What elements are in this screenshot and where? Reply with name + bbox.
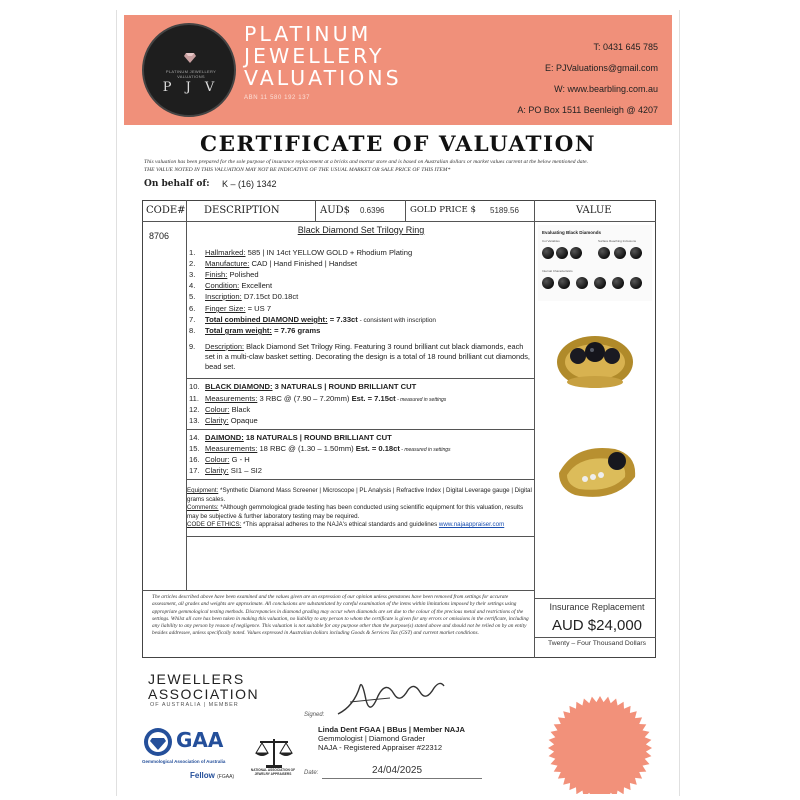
line-black-diamond bbox=[189, 382, 416, 392]
comments-line bbox=[187, 504, 534, 521]
ethics-key: CODE OF ETHICS: bbox=[187, 521, 242, 529]
line-number: 4. bbox=[189, 281, 196, 290]
line-manufacture bbox=[189, 259, 357, 269]
line-number: 6. bbox=[189, 304, 196, 313]
line-value: 18 RBC @ (1.30 – 1.50mm) bbox=[257, 444, 356, 453]
line-key: BLACK DIAMOND: bbox=[205, 382, 273, 391]
value-box-mid bbox=[534, 637, 656, 638]
header-divider bbox=[142, 221, 656, 222]
line-value: Black bbox=[229, 405, 251, 414]
ja-line-1: JEWELLERS bbox=[148, 671, 245, 687]
ethics-line bbox=[187, 521, 534, 530]
abn-number: ABN 11 580 192 137 bbox=[244, 95, 311, 101]
insurance-label: Insurance Replacement bbox=[549, 602, 645, 612]
line-value: 18 NATURALS | ROUND BRILLIANT CUT bbox=[243, 433, 392, 442]
embossed-seal bbox=[536, 690, 664, 794]
aud-divider bbox=[315, 200, 316, 221]
diamond-sample-icon bbox=[630, 277, 642, 289]
appraiser-title: Gemmologist | Diamond Grader bbox=[318, 734, 426, 743]
line-key: Clarity: bbox=[205, 416, 229, 425]
line-condition bbox=[189, 281, 272, 291]
signed-label: Signed: bbox=[304, 712, 325, 718]
ring-photo-front bbox=[552, 320, 638, 400]
disclaimer-line-1: This valuation has been prepared for the sole purpose of insurance replacement at a bricks and mortar store and is based on Australian dollars or market values current at the below mentioned date. bbox=[144, 159, 588, 165]
fine-print-divider bbox=[142, 590, 534, 591]
appraiser-registration: NAJA - Registered Appraiser #22312 bbox=[318, 743, 443, 752]
line-number: 17. bbox=[189, 466, 200, 475]
line-clarity-black bbox=[189, 416, 258, 426]
line-number: 12. bbox=[189, 405, 200, 414]
row-divider-4 bbox=[186, 536, 534, 537]
naja-link[interactable]: www.najaappraiser.com bbox=[438, 521, 505, 529]
diamond-sample-icon bbox=[556, 247, 568, 259]
ja-line-2: ASSOCIATION bbox=[148, 686, 260, 702]
diamond-sample-icon bbox=[612, 277, 624, 289]
chart-subtitle-surface: Surface Reaching Inclusions bbox=[598, 239, 637, 243]
code-col-divider bbox=[186, 200, 187, 590]
line-key: Total combined DIAMOND weight: bbox=[205, 315, 328, 324]
diamond-sample-icon bbox=[542, 277, 554, 289]
line-note: - measured in settings bbox=[399, 447, 451, 453]
diamond-sample-icon bbox=[598, 247, 610, 259]
line-value: SI1 – SI2 bbox=[228, 466, 262, 475]
address: A: PO Box 1511 Beenleigh @ 4207 bbox=[517, 105, 658, 115]
diamond-sample-icon bbox=[594, 277, 606, 289]
ring-photo-side bbox=[555, 433, 641, 513]
line-number: 9. bbox=[189, 342, 196, 351]
line-description bbox=[189, 342, 533, 372]
line-value: Excellent bbox=[239, 281, 273, 290]
line-number: 16. bbox=[189, 455, 200, 464]
black-diamond-chart bbox=[538, 225, 652, 301]
line-key: Hallmarked: bbox=[205, 248, 246, 257]
line-measurements-black bbox=[189, 394, 446, 405]
value-header: VALUE bbox=[576, 205, 612, 216]
seal-starburst bbox=[548, 696, 652, 794]
value-box-top bbox=[534, 598, 656, 599]
row-divider-2 bbox=[186, 429, 534, 430]
brand-line-3: VALUATIONS bbox=[244, 66, 402, 90]
chart-title: Evaluating Black Diamonds bbox=[542, 230, 602, 235]
line-key: Inscription: bbox=[205, 292, 242, 301]
disclaimer bbox=[144, 158, 662, 174]
ethics-value: *This appraisal adheres to the NAJA's ethical standards and guidelines bbox=[241, 521, 439, 529]
chart-subtitle-cut: Cut Variables bbox=[542, 239, 560, 243]
item-title: Black Diamond Set Trilogy Ring bbox=[297, 225, 425, 235]
line-value: Polished bbox=[227, 270, 259, 279]
logo-letters: P J V bbox=[162, 80, 220, 95]
brand-line-1: PLATINUM bbox=[244, 22, 372, 46]
line-key: Colour: bbox=[205, 405, 230, 414]
fellow-label: Fellow bbox=[190, 771, 215, 780]
fellow-designation bbox=[190, 771, 234, 780]
date-value: 24/04/2025 bbox=[372, 765, 423, 776]
line-finger-size bbox=[189, 304, 271, 314]
on-behalf-value: K – (16) 1342 bbox=[222, 179, 277, 189]
line-bold-value: Est. = 0.18ct bbox=[355, 444, 400, 453]
pjv-logo bbox=[142, 23, 236, 117]
aud-value: 0.6396 bbox=[360, 206, 385, 215]
item-code: 8706 bbox=[149, 231, 170, 241]
brand-line-2: JEWELLERY bbox=[244, 44, 385, 68]
diamond-sample-icon bbox=[542, 247, 554, 259]
gold-price-value: 5189.56 bbox=[490, 206, 519, 215]
line-note: - measured in settings bbox=[395, 397, 447, 403]
line-diamond-weight bbox=[189, 315, 436, 326]
insurance-value-words: Twenty – Four Thousand Dollars bbox=[547, 640, 647, 647]
line-key: Clarity: bbox=[205, 466, 229, 475]
gold-price-label: GOLD PRICE $ bbox=[410, 205, 476, 215]
line-number: 7. bbox=[189, 315, 196, 324]
line-number: 2. bbox=[189, 259, 196, 268]
appraiser-block bbox=[318, 725, 465, 752]
phone: T: 0431 645 785 bbox=[593, 42, 658, 52]
line-number: 15. bbox=[189, 444, 200, 453]
naja-label: NATIONAL ASSOCIATION OF JEWELRY APPRAISERS bbox=[250, 768, 296, 776]
line-key: Measurements: bbox=[205, 394, 258, 403]
line-key: Total gram weight: bbox=[205, 326, 272, 335]
line-key: Colour: bbox=[205, 455, 230, 464]
line-value: 3 RBC @ (7.90 – 7.20mm) bbox=[257, 394, 352, 403]
fellow-suffix: (FGAA) bbox=[217, 774, 235, 780]
line-value: - consistent with inscription bbox=[357, 317, 436, 324]
line-key: Condition: bbox=[205, 281, 240, 290]
line-key: Description: bbox=[205, 342, 245, 351]
legal-fine-print: The articles described above have been examined and the values given are an expression of our opinion unless gemstones have been removed from settings for accurate assessment, all grades and weights are approximate. All conclusions are substantiated by careful examination of the items within limitations imposed by their settings using appropriate gemmological testing methods. Discrepancies in diamond grading may occur when diamonds are set due to the colour of the precious metal and restrictions of the settings. Whilst all care has been taken in making this valuation, no liability to any person to whom the certificate is given for any errors or omissions in the certificate, including any liability to any person by reason of negligence. This valuation is not suitable for any purpose other than the purpose(s) stated above and should not be relied on by an entity besides addressee, unless specifically noted. Values expressed in Australian dollars including Goods & Services Tax (GST) and current market conditions. bbox=[152, 594, 529, 637]
line-number: 14. bbox=[189, 433, 200, 442]
date-underline bbox=[322, 778, 482, 779]
line-value: Black Diamond Set Trilogy Ring. Featuring 3 round brilliant cut black diamonds, each set in a multi-claw basket setting. Decorating the design is a total of 18 round brilliant cut diamonds, bead set. bbox=[205, 342, 530, 371]
jewellers-association-logo bbox=[148, 672, 259, 702]
equipment-block bbox=[187, 487, 534, 530]
on-behalf-label: On behalf of: bbox=[144, 179, 210, 189]
line-clarity-white bbox=[189, 466, 262, 476]
line-finish bbox=[189, 270, 259, 280]
line-value: G - H bbox=[229, 455, 250, 464]
diamond-icon bbox=[184, 53, 196, 63]
line-number: 3. bbox=[189, 270, 196, 279]
line-number: 10. bbox=[189, 382, 200, 391]
gold-divider bbox=[405, 200, 406, 221]
gaa-wordmark: GAA bbox=[176, 728, 224, 752]
equipment-value: *Synthetic Diamond Mass Screener | Microscope | PL Analysis | Refractive Index | Digital Leverage gauge | Digital grams scales. bbox=[187, 487, 532, 503]
aud-label: AUD$ bbox=[320, 205, 351, 216]
line-bold-value: = 7.33ct bbox=[327, 315, 358, 324]
line-diamond bbox=[189, 433, 392, 443]
value-col-divider bbox=[534, 200, 535, 658]
line-value: CAD | Hand Finished | Handset bbox=[249, 259, 358, 268]
line-key: Manufacture: bbox=[205, 259, 250, 268]
line-colour-black bbox=[189, 405, 250, 415]
line-number: 5. bbox=[189, 292, 196, 301]
logo-small-text: PLATINUM JEWELLERY VALUATIONS bbox=[165, 69, 217, 79]
chart-subtitle-internal: Internal Characteristics bbox=[542, 269, 573, 273]
line-measurements-white bbox=[189, 444, 451, 455]
website: W: www.bearbling.com.au bbox=[554, 84, 658, 94]
equipment-line bbox=[187, 487, 534, 504]
line-colour-white bbox=[189, 455, 250, 465]
diamond-sample-icon bbox=[614, 247, 626, 259]
line-number: 13. bbox=[189, 416, 200, 425]
row-divider-3 bbox=[186, 479, 534, 480]
comments-key: Comments: bbox=[187, 504, 219, 512]
brand-name bbox=[244, 23, 402, 89]
line-number: 1. bbox=[189, 248, 196, 257]
line-value: 3 NATURALS | ROUND BRILLIANT CUT bbox=[272, 382, 417, 391]
gaa-full-name: Gemmological Association of Australia bbox=[142, 759, 226, 764]
line-key: Finger Size: bbox=[205, 304, 246, 313]
line-number: 11. bbox=[189, 394, 199, 403]
appraiser-name: Linda Dent FGAA | BBus | Member NAJA bbox=[318, 725, 465, 734]
diamond-sample-icon bbox=[630, 247, 642, 259]
disclaimer-line-2: THE VALUE NOTED IN THIS VALUATION MAY NOT BE INDICATIVE OF THE USUAL MARKET OR SALE PRICE OF THIS ITEM* bbox=[144, 167, 451, 173]
comments-value: *Although gemmological grade testing has been conducted using scientific equipment for this valuation, results may be subjective & further laboratory testing may be required. bbox=[187, 504, 524, 520]
line-inscription bbox=[189, 292, 298, 302]
row-divider-1 bbox=[186, 378, 534, 379]
certificate-title: CERTIFICATE OF VALUATION bbox=[200, 132, 596, 157]
diamond-sample-icon bbox=[558, 277, 570, 289]
line-value: 585 | IN 14ct YELLOW GOLD + Rhodium Plating bbox=[245, 248, 413, 257]
contact-details bbox=[517, 37, 658, 121]
line-hallmarked bbox=[189, 248, 412, 258]
ja-member: OF AUSTRALIA | MEMBER bbox=[150, 702, 239, 708]
line-value: = US 7 bbox=[245, 304, 272, 313]
line-value: Opaque bbox=[228, 416, 258, 425]
equipment-key: Equipment: bbox=[187, 487, 219, 494]
diamond-sample-icon bbox=[576, 277, 588, 289]
line-bold-value: = 7.76 grams bbox=[271, 326, 321, 335]
date-label: Date: bbox=[304, 770, 319, 776]
line-key: Finish: bbox=[205, 270, 228, 279]
line-key: Measurements: bbox=[205, 444, 258, 453]
line-value: D7.15ct D0.18ct bbox=[241, 292, 299, 301]
code-header: CODE# bbox=[146, 205, 186, 216]
letterhead bbox=[124, 15, 672, 125]
insurance-value: AUD $24,000 bbox=[551, 617, 643, 634]
email: E: PJValuations@gmail.com bbox=[544, 63, 658, 73]
line-key: DAIMOND: bbox=[205, 433, 244, 442]
diamond-sample-icon bbox=[570, 247, 582, 259]
line-bold-value: Est. = 7.15ct bbox=[351, 394, 396, 403]
line-number: 8. bbox=[189, 326, 196, 335]
line-gram-weight bbox=[189, 326, 320, 336]
signature bbox=[330, 676, 450, 720]
description-header: DESCRIPTION bbox=[204, 205, 280, 216]
